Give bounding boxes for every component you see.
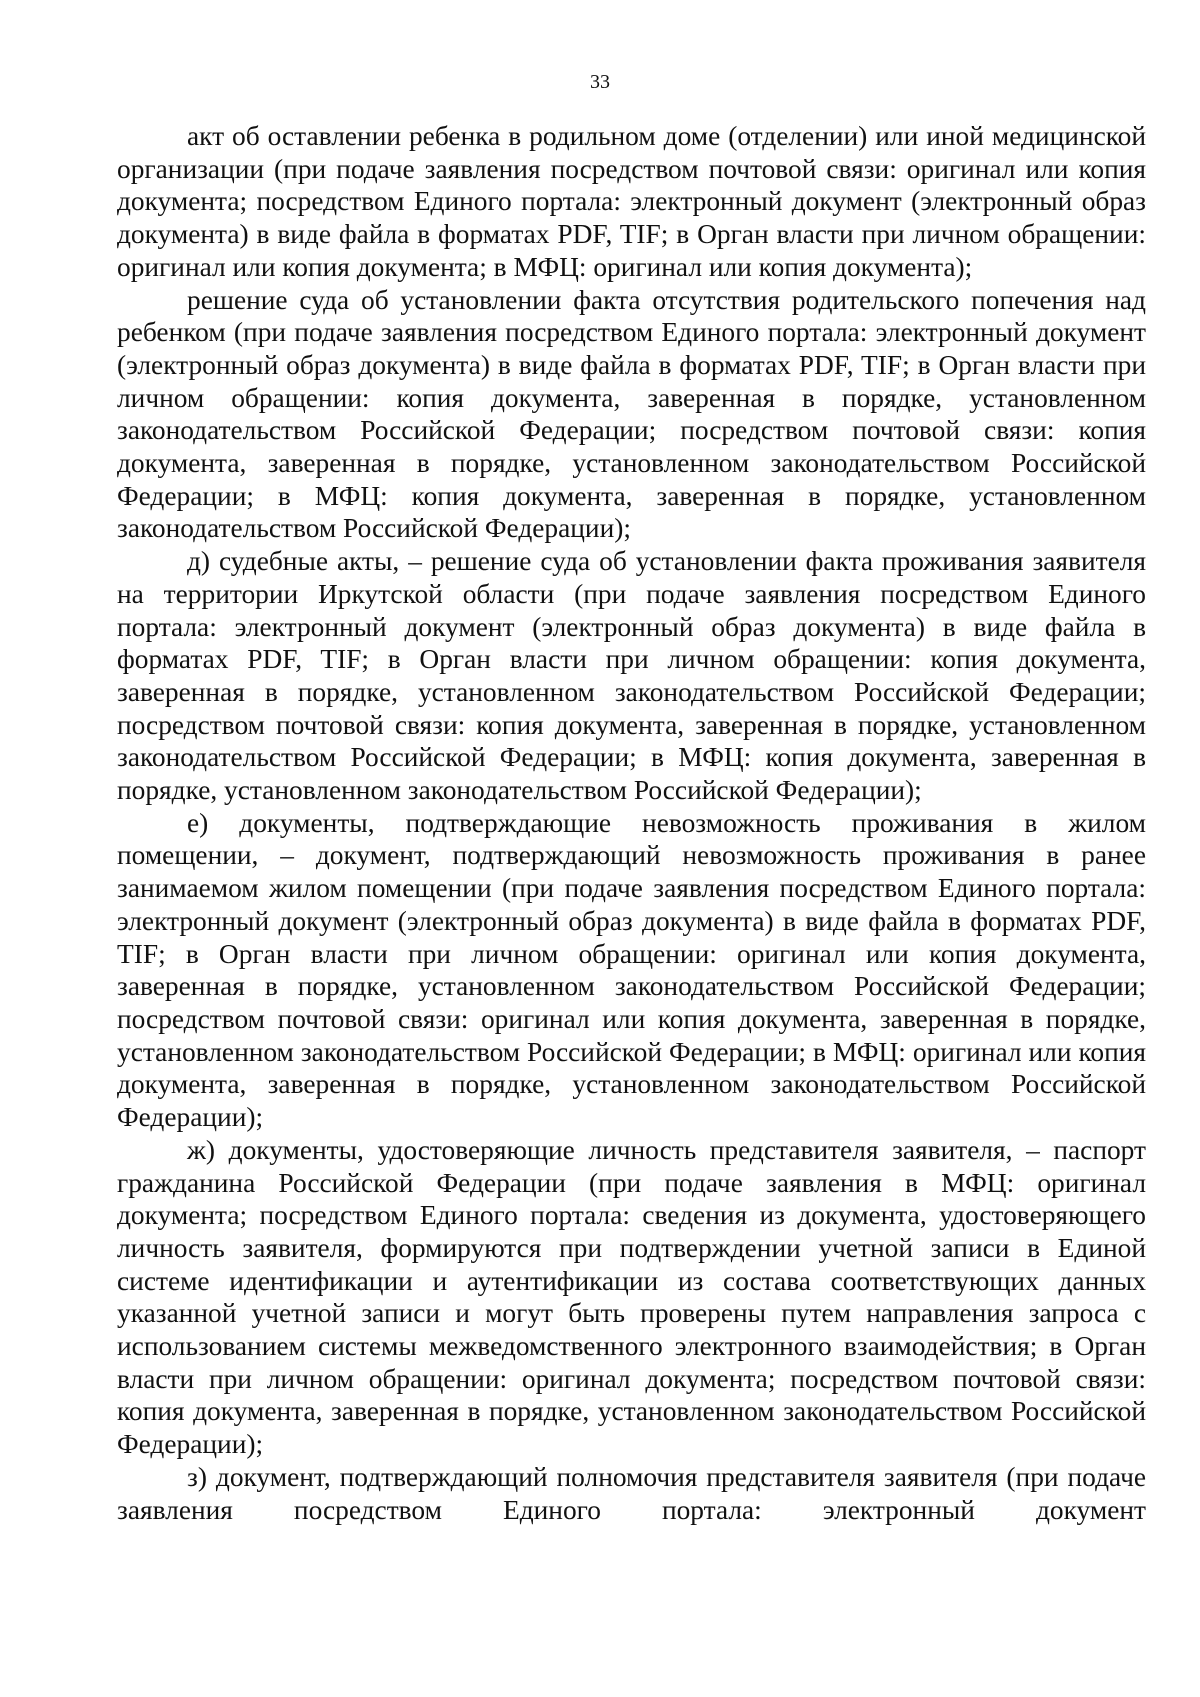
document-body [117, 120, 1146, 1526]
paragraph-item-z-representative-authority: з) документ, подтверждающий полномочия представителя заявителя (при подаче заявления посредством Единого портала: электронный документ [117, 1461, 1146, 1525]
paragraph-item-e-housing-documents: е) документы, подтверждающие невозможность проживания в жилом помещении, – документ, подтверждающий невозможность проживания в ранее занимаемом жилом помещении (при подаче заявления посредством Единого портала: электронный документ (электронный образ документа) в виде файла в форматах PDF, TIF; в Орган власти при личном обращении: оригинал или копия документа, заверенная в порядке, установленном законодательством Российской Федерации; посредством почтовой связи: оригинал или копия документа, заверенная в порядке, установленном законодательством Российской Федерации; в МФЦ: оригинал или копия документа, заверенная в порядке, установленном законодательством Российской Федерации); [117, 807, 1146, 1133]
paragraph-item-zh-representative-identity: ж) документы, удостоверяющие личность представителя заявителя, – паспорт гражданина Российской Федерации (при подаче заявления в МФЦ: оригинал документа; посредством Единого портала: сведения из документа, удостоверяющего личность заявителя, формируются при подтверждении учетной записи в Единой системе идентификации и аутентификации из состава соответствующих данных указанной учетной записи и могут быть проверены путем направления запроса с использованием системы межведомственного электронного взаимодействия; в Орган власти при личном обращении: оригинал документа; посредством почтовой связи: копия документа, заверенная в порядке, установленном законодательством Российской Федерации); [117, 1134, 1146, 1460]
paragraph-birth-abandonment-act: акт об оставлении ребенка в родильном доме (отделении) или иной медицинской организации (при подаче заявления посредством почтовой связи: оригинал или копия документа; посредством Единого портала: электронный документ (электронный образ документа) в виде файла в форматах PDF, TIF; в Орган власти при личном обращении: оригинал или копия документа; в МФЦ: оригинал или копия документа); [117, 121, 1146, 282]
paragraph-court-decision-parental-care: решение суда об установлении факта отсутствия родительского попечения над ребенком (при подаче заявления посредством Единого портала: электронный документ (электронный образ документа) в виде файла в форматах PDF, TIF; в Орган власти при личном обращении: копия документа, заверенная в порядке, установленном законодательством Российской Федерации; посредством почтовой связи: копия документа, заверенная в порядке, установленном законодательством Российской Федерации; в МФЦ: копия документа, заверенная в порядке, установленном законодательством Российской Федерации); [117, 284, 1146, 544]
paragraph-item-d-court-acts: д) судебные акты, – решение суда об установлении факта проживания заявителя на территории Иркутской области (при подаче заявления посредством Единого портала: электронный документ (электронный образ документа) в виде файла в форматах PDF, TIF; в Орган власти при личном обращении: копия документа, заверенная в порядке, установленном законодательством Российской Федерации; посредством почтовой связи: копия документа, заверенная в порядке, установленном законодательством Российской Федерации; в МФЦ: копия документа, заверенная в порядке, установленном законодательством Российской Федерации); [117, 546, 1146, 806]
page-number: 33 [590, 71, 610, 93]
